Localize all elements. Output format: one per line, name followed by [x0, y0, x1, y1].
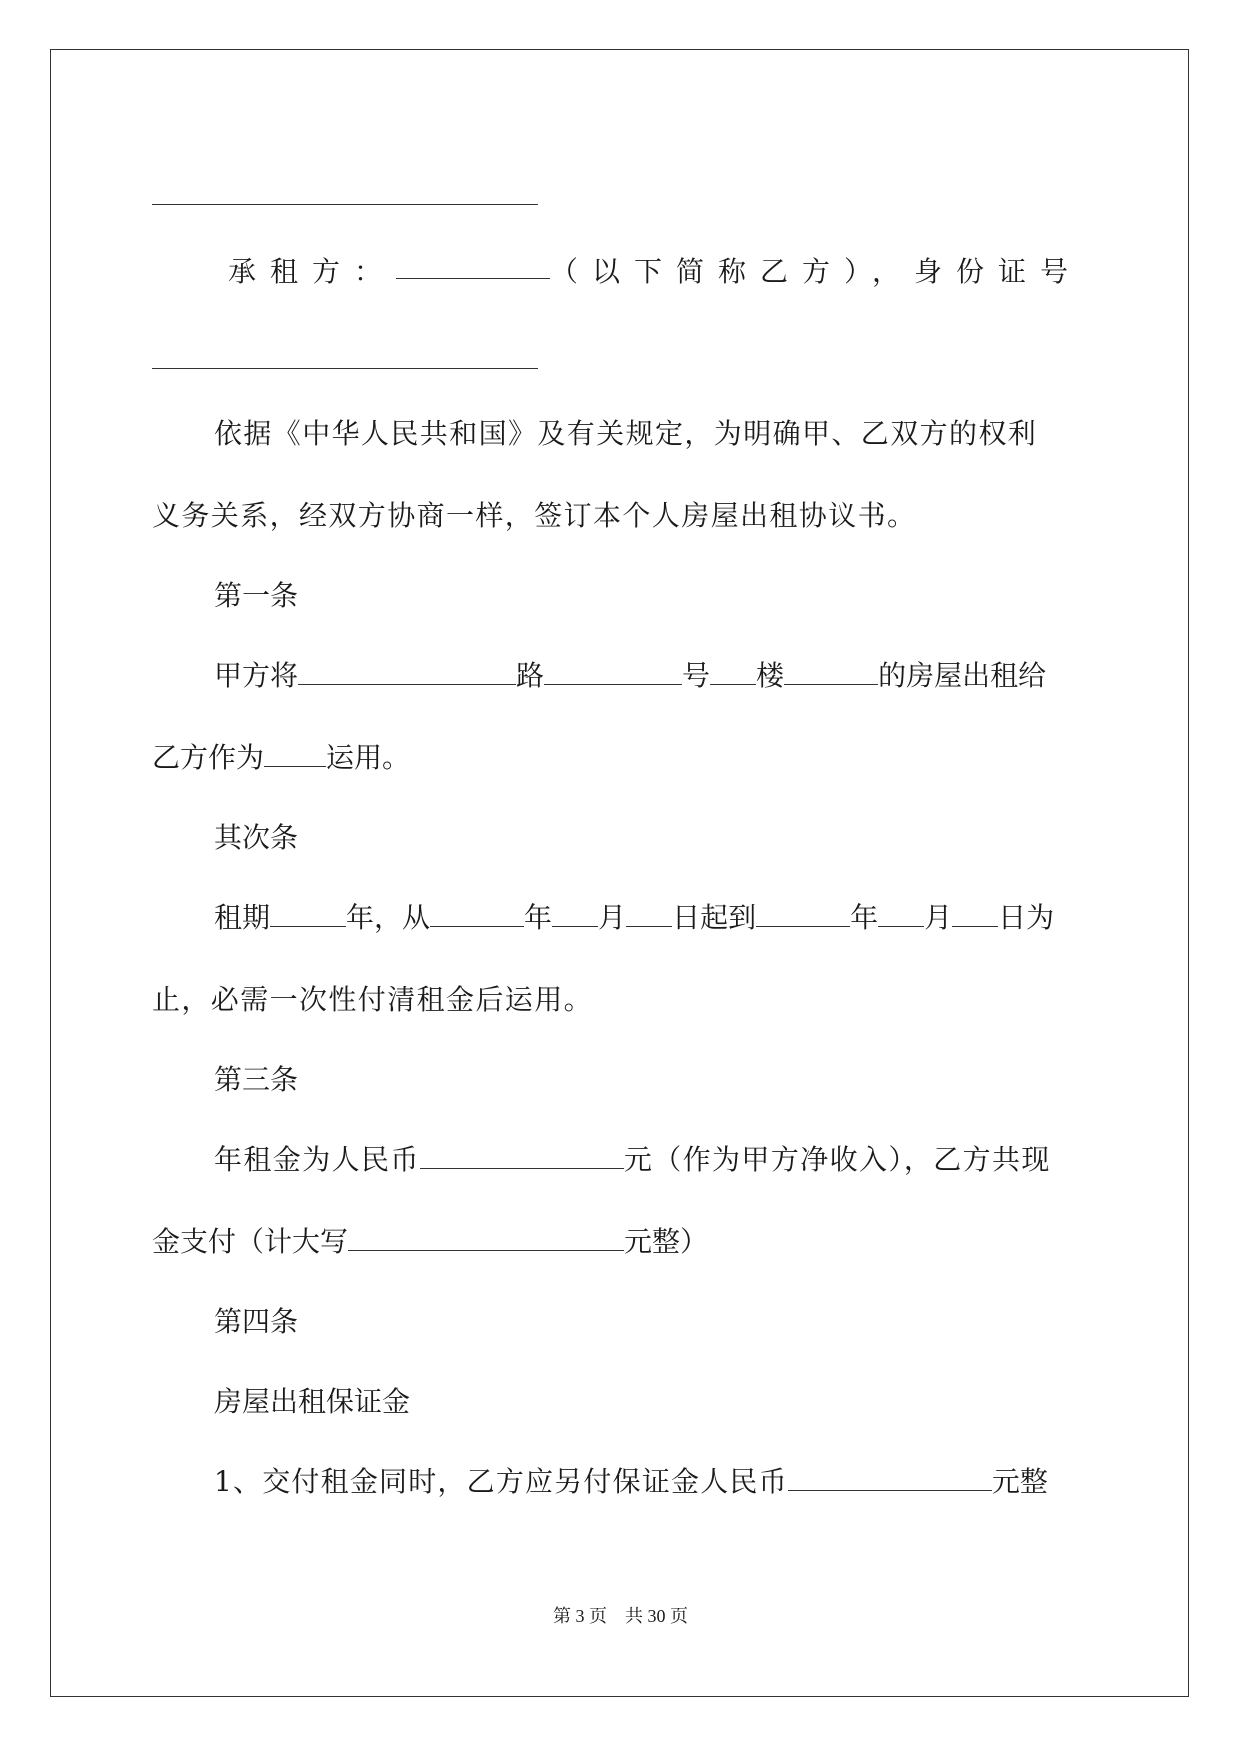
- article-4-title: [214, 1302, 1144, 1342]
- article-1-blank-usage: [264, 740, 326, 767]
- preamble-line-1: [214, 414, 1082, 454]
- article-1-line2-text-a: 乙方作为: [152, 741, 265, 774]
- id-number-blank-top: [152, 204, 538, 205]
- article-1-text-d: 楼: [756, 659, 785, 692]
- article-4-title-text: 第四条: [214, 1305, 299, 1338]
- article-2-line2-text: 止，必需一次性付清租金后运用。: [152, 983, 594, 1016]
- article-2-text-f: 年: [850, 901, 879, 934]
- article-4-blank-deposit: [788, 1464, 992, 1491]
- article-1-line-1: [214, 656, 1082, 696]
- page-number-label: 第 3 页 共 30 页: [553, 1606, 688, 1626]
- article-2-title: [214, 818, 1144, 858]
- article-1-text-b: 路: [516, 659, 545, 692]
- article-1-title-text: 第一条: [214, 579, 299, 612]
- article-2-text-a: 租期: [214, 901, 271, 934]
- article-3-text-b: 元（作为甲方净收入），乙方共现: [623, 1143, 1051, 1176]
- article-1-text-a: 甲方将: [214, 659, 299, 692]
- article-1-text-e: 的房屋出租给: [878, 659, 1047, 692]
- article-2-line-1: [214, 898, 1082, 938]
- lessee-line: [228, 252, 1082, 292]
- article-4-subtitle-text: 房屋出租保证金: [214, 1385, 411, 1418]
- id-number-blank: [152, 368, 538, 369]
- article-3-title-text: 第三条: [214, 1063, 299, 1096]
- article-1-line2-text-b: 运用。: [326, 741, 411, 774]
- article-4-item-1: [214, 1462, 1082, 1502]
- article-2-blank-start-month: [552, 900, 598, 927]
- article-2-blank-years: [270, 900, 346, 927]
- article-1-line-2: [152, 738, 1082, 778]
- article-3-text-a: 年租金为人民币: [214, 1143, 420, 1176]
- article-3-line2-text-a: 金支付（计大写: [152, 1225, 349, 1258]
- article-4-item1-text-a: 1、交付租金同时，乙方应另付保证金人民币: [214, 1465, 788, 1498]
- article-2-text-g: 月: [924, 901, 953, 934]
- lessee-suffix: （以下简称乙方），身份证号: [549, 255, 1082, 288]
- article-2-text-c: 年: [524, 901, 553, 934]
- preamble-text-2: 义务关系，经双方协商一样，签订本个人房屋出租协议书。: [152, 499, 917, 532]
- article-2-line-2: [152, 980, 1082, 1020]
- article-3-title: [214, 1060, 1144, 1100]
- article-1-blank-building: [784, 658, 878, 685]
- lessee-name-blank: [396, 252, 550, 279]
- article-2-text-b: 年，从: [346, 901, 431, 934]
- preamble-line-2: [152, 496, 1082, 536]
- preamble-text-1: 依据《中华人民共和国》及有关规定，为明确甲、乙双方的权利: [214, 417, 1038, 450]
- article-2-blank-end-year: [756, 900, 850, 927]
- article-2-text-d: 月: [598, 901, 627, 934]
- article-4-item1-text-b: 元整: [991, 1465, 1048, 1498]
- article-3-line-1: [214, 1140, 1082, 1180]
- article-1-text-c: 号: [682, 659, 711, 692]
- article-2-title-text: 其次条: [214, 821, 299, 854]
- article-1-title: [214, 576, 1144, 616]
- article-3-blank-rent: [420, 1142, 624, 1169]
- article-4-subtitle: [214, 1382, 1144, 1422]
- lessee-label: 承租方：: [228, 255, 397, 288]
- article-2-blank-start-year: [430, 900, 524, 927]
- article-2-blank-end-month: [878, 900, 924, 927]
- article-3-line2-text-b: 元整）: [624, 1225, 709, 1258]
- article-1-blank-address: [298, 658, 516, 685]
- article-1-blank-road: [544, 658, 682, 685]
- article-3-line-2: [152, 1222, 1082, 1262]
- article-2-text-h: 日为: [998, 901, 1055, 934]
- article-1-blank-number: [710, 658, 756, 685]
- article-2-blank-start-day: [626, 900, 672, 927]
- page-border: [50, 49, 1189, 1697]
- article-2-text-e: 日起到: [672, 901, 757, 934]
- article-2-blank-end-day: [952, 900, 998, 927]
- article-3-blank-amount-words: [348, 1224, 624, 1251]
- page-footer: [0, 1604, 1241, 1628]
